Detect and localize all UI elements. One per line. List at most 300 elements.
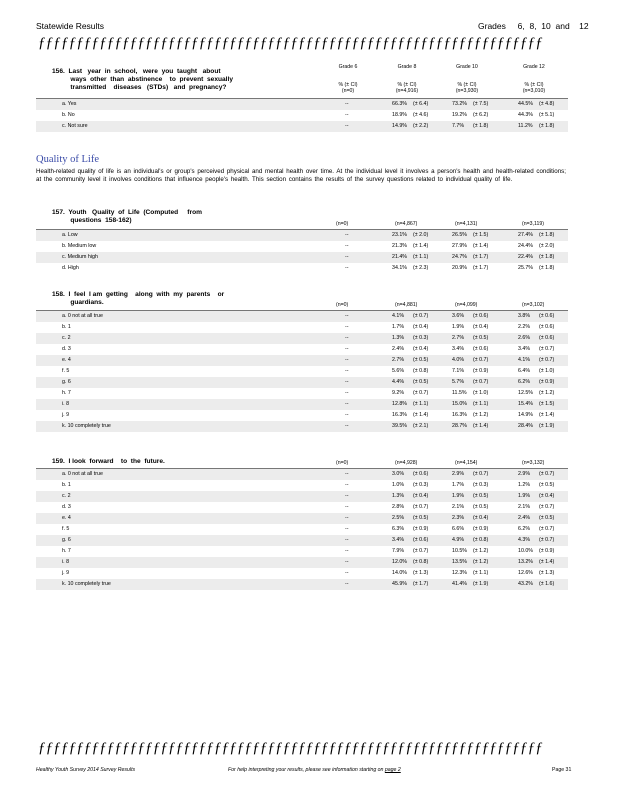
percent-value: 3.4% — [392, 537, 405, 543]
percent-value: 2.5% — [392, 515, 405, 521]
percent-value: 1.9% — [452, 324, 465, 330]
confidence-interval: (± 1.2) — [539, 390, 555, 396]
sample-size-label: (n=4,154) — [455, 460, 478, 466]
table-row — [36, 513, 568, 524]
question-156-title: 156. Last year in school, were you taught about ways other than abstinence to prevent sexually transmitted diseases (STDs) and pregnancy? — [52, 68, 234, 91]
confidence-interval: (± 0.7) — [539, 537, 555, 543]
percent-value: 2.4% — [392, 346, 405, 352]
grade-6-value: -- — [345, 471, 349, 477]
sample-size-row — [36, 459, 568, 469]
ci-label: % (± CI) — [338, 82, 358, 88]
confidence-interval: (± 0.5) — [539, 482, 555, 488]
percent-value: 73.2% — [452, 101, 468, 107]
ci-label: % (± CI) — [397, 82, 417, 88]
confidence-interval: (± 1.1) — [473, 570, 489, 576]
footer-survey-name: Healthy Youth Survey 2014 Survey Results — [36, 767, 136, 773]
confidence-interval: (± 1.8) — [539, 265, 555, 271]
response-label: k. 10 completely true — [62, 581, 111, 587]
confidence-interval: (± 5.1) — [539, 112, 555, 118]
confidence-interval: (± 0.9) — [473, 526, 489, 532]
confidence-interval: (± 1.4) — [473, 243, 489, 249]
grade-6-value: -- — [345, 570, 349, 576]
table-row — [36, 399, 568, 410]
percent-value: 27.4% — [518, 232, 534, 238]
response-label: c. Not sure — [62, 123, 88, 129]
response-label: b. 1 — [62, 482, 71, 488]
confidence-interval: (± 0.6) — [413, 537, 429, 543]
confidence-interval: (± 1.6) — [539, 581, 555, 587]
grade-name: Grade 12 — [523, 64, 545, 70]
percent-value: 7.1% — [452, 368, 465, 374]
sample-size-label: (n=0) — [336, 302, 349, 308]
confidence-interval: (± 1.1) — [473, 401, 489, 407]
response-label: g. 6 — [62, 537, 71, 543]
table-row — [36, 579, 568, 590]
confidence-interval: (± 0.8) — [413, 559, 429, 565]
sample-size-label: (n=4,867) — [395, 221, 418, 227]
grade-6-value: -- — [345, 537, 349, 543]
percent-value: 5.7% — [452, 379, 465, 385]
confidence-interval: (± 0.5) — [473, 335, 489, 341]
confidence-interval: (± 0.3) — [413, 335, 429, 341]
confidence-interval: (± 1.4) — [473, 423, 489, 429]
confidence-interval: (± 0.4) — [473, 324, 489, 330]
percent-value: 28.7% — [452, 423, 468, 429]
confidence-interval: (± 1.9) — [473, 581, 489, 587]
percent-value: 27.9% — [452, 243, 468, 249]
percent-value: 18.9% — [392, 112, 408, 118]
response-label: i. 8 — [62, 401, 70, 407]
grade-6-value: -- — [345, 423, 349, 429]
decorative-rule-top: ƒƒƒƒƒƒƒƒƒƒƒƒƒƒƒƒƒƒƒƒƒƒƒƒƒƒƒƒƒƒƒƒƒƒƒƒƒƒƒƒƒƒƒƒƒƒƒƒƒƒƒƒƒƒƒƒƒƒƒƒƒƒƒƒƒƒ — [38, 35, 543, 51]
percent-value: 2.7% — [452, 335, 465, 341]
grade-column-header — [442, 64, 492, 94]
confidence-interval: (± 0.9) — [539, 548, 555, 554]
percent-value: 21.3% — [392, 243, 408, 249]
percent-value: 1.3% — [392, 335, 405, 341]
response-label: f. 5 — [62, 368, 70, 374]
percent-value: 1.7% — [392, 324, 405, 330]
confidence-interval: (± 1.4) — [413, 243, 429, 249]
grade-6-value: -- — [345, 368, 349, 374]
confidence-interval: (± 0.6) — [539, 313, 555, 319]
response-label: d. 3 — [62, 346, 71, 352]
percent-value: 12.5% — [518, 390, 534, 396]
percent-value: 2.2% — [518, 324, 531, 330]
confidence-interval: (± 0.5) — [473, 504, 489, 510]
response-label: e. 4 — [62, 357, 71, 363]
percent-value: 4.1% — [392, 313, 405, 319]
percent-value: 11.5% — [452, 390, 467, 396]
percent-value: 2.6% — [518, 335, 531, 341]
table-row — [36, 311, 568, 322]
percent-value: 3.4% — [452, 346, 465, 352]
confidence-interval: (± 0.6) — [473, 346, 489, 352]
confidence-interval: (± 0.4) — [539, 493, 555, 499]
percent-value: 14.9% — [518, 412, 534, 418]
percent-value: 2.8% — [392, 504, 405, 510]
table-row — [36, 344, 568, 355]
grade-6-value: -- — [345, 101, 349, 107]
confidence-interval: (± 0.5) — [413, 379, 429, 385]
sample-size-label: (n=3,930) — [455, 88, 479, 94]
response-label: a. 0 not at all true — [62, 313, 103, 319]
response-label: c. 2 — [62, 493, 71, 499]
table-row — [36, 377, 568, 388]
percent-value: 34.1% — [392, 265, 408, 271]
confidence-interval: (± 0.4) — [413, 324, 429, 330]
table-row — [36, 333, 568, 344]
confidence-interval: (± 0.9) — [473, 368, 489, 374]
response-label: a. Low — [62, 232, 78, 238]
confidence-interval: (± 0.7) — [473, 357, 489, 363]
grade-6-value: -- — [345, 324, 349, 330]
grade-column-header — [323, 64, 373, 94]
confidence-interval: (± 1.2) — [473, 559, 489, 565]
percent-value: 19.2% — [452, 112, 468, 118]
grade-column-header — [382, 64, 432, 94]
grade-column-header — [509, 64, 559, 94]
table-row — [36, 546, 568, 557]
confidence-interval: (± 1.8) — [473, 123, 489, 129]
confidence-interval: (± 0.5) — [539, 515, 555, 521]
percent-value: 16.3% — [392, 412, 408, 418]
confidence-interval: (± 0.7) — [413, 390, 429, 396]
percent-value: 13.2% — [518, 559, 534, 565]
percent-value: 2.1% — [452, 504, 465, 510]
sample-size-label: (n=3,132) — [522, 460, 545, 466]
footer-help-text-label: For help interpreting your results, please see information starting on — [228, 767, 385, 773]
confidence-interval: (± 2.0) — [413, 232, 429, 238]
confidence-interval: (± 0.5) — [413, 515, 429, 521]
percent-value: 43.2% — [518, 581, 534, 587]
confidence-interval: (± 0.7) — [539, 471, 555, 477]
ci-label: % (± CI) — [457, 82, 477, 88]
response-label: b. No — [62, 112, 75, 118]
sample-size-row — [36, 301, 568, 311]
percent-value: 3.8% — [518, 313, 531, 319]
confidence-interval: (± 1.1) — [413, 254, 429, 260]
percent-value: 20.9% — [452, 265, 468, 271]
confidence-interval: (± 1.2) — [473, 412, 489, 418]
response-label: f. 5 — [62, 526, 70, 532]
percent-value: 24.4% — [518, 243, 534, 249]
sample-size-label: (n=3,102) — [522, 302, 545, 308]
grade-name: Grade 10 — [456, 64, 478, 70]
percent-value: 26.5% — [452, 232, 468, 238]
percent-value: 4.9% — [452, 537, 465, 543]
grade-name: Grade 8 — [397, 64, 417, 70]
percent-value: 66.3% — [392, 101, 408, 107]
percent-value: 44.5% — [518, 101, 534, 107]
percent-value: 3.6% — [452, 313, 465, 319]
header-right: Grades 6, 8, 10 and 12 — [478, 21, 589, 31]
percent-value: 22.4% — [518, 254, 534, 260]
confidence-interval: (± 1.9) — [539, 423, 555, 429]
table-row — [36, 568, 568, 579]
table-row — [36, 410, 568, 421]
response-label: b. Medium low — [62, 243, 97, 249]
sample-size-label: (n=3,119) — [522, 221, 544, 227]
confidence-interval: (± 0.8) — [413, 368, 429, 374]
grade-6-value: -- — [345, 254, 349, 260]
percent-value: 13.5% — [452, 559, 468, 565]
grade-6-value: -- — [345, 313, 349, 319]
response-label: c. Medium high — [62, 254, 98, 260]
percent-value: 2.1% — [518, 504, 531, 510]
response-label: j. 9 — [62, 570, 70, 576]
decorative-rule-bottom: ƒƒƒƒƒƒƒƒƒƒƒƒƒƒƒƒƒƒƒƒƒƒƒƒƒƒƒƒƒƒƒƒƒƒƒƒƒƒƒƒƒƒƒƒƒƒƒƒƒƒƒƒƒƒƒƒƒƒƒƒƒƒƒƒƒƒ — [38, 740, 543, 756]
confidence-interval: (± 6.2) — [473, 112, 489, 118]
confidence-interval: (± 0.5) — [413, 357, 429, 363]
response-label: g. 6 — [62, 379, 71, 385]
percent-value: 1.3% — [392, 493, 405, 499]
table-row — [36, 480, 568, 491]
response-label: d. 3 — [62, 504, 71, 510]
percent-value: 2.4% — [518, 515, 531, 521]
sample-size-row — [36, 220, 568, 230]
percent-value: 6.2% — [518, 526, 531, 532]
grade-6-value: -- — [345, 581, 349, 587]
percent-value: 6.2% — [518, 379, 531, 385]
confidence-interval: (± 0.3) — [473, 482, 489, 488]
percent-value: 11.2% — [518, 123, 533, 129]
confidence-interval: (± 4.6) — [413, 112, 429, 118]
confidence-interval: (± 0.7) — [539, 357, 555, 363]
percent-value: 24.7% — [452, 254, 468, 260]
percent-value: 4.1% — [518, 357, 531, 363]
percent-value: 15.4% — [518, 401, 534, 407]
confidence-interval: (± 0.8) — [473, 537, 489, 543]
section-intro-paragraph: Health-related quality of life is an individual's or group's perceived physical and mental health over time. At the individual level it involves a person's health and health-related conditions; at the community level it involves conditions that influence people's health. This section contains the results of the survey questions related to individual quality of life. — [36, 168, 566, 183]
percent-value: 2.9% — [518, 471, 531, 477]
percent-value: 1.9% — [518, 493, 531, 499]
response-label: c. 2 — [62, 335, 71, 341]
confidence-interval: (± 0.4) — [413, 346, 429, 352]
percent-value: 3.4% — [518, 346, 531, 352]
percent-value: 21.4% — [392, 254, 408, 260]
confidence-interval: (± 2.2) — [413, 123, 429, 129]
confidence-interval: (± 2.1) — [413, 423, 429, 429]
response-label: h. 7 — [62, 390, 71, 396]
percent-value: 1.2% — [518, 482, 531, 488]
percent-value: 28.4% — [518, 423, 534, 429]
percent-value: 4.4% — [392, 379, 405, 385]
response-label: a. Yes — [62, 101, 77, 107]
table-row — [36, 502, 568, 513]
table-row — [36, 252, 568, 263]
grade-6-value: -- — [345, 526, 349, 532]
grade-6-value: -- — [345, 265, 349, 271]
header-left: Statewide Results — [36, 21, 105, 31]
confidence-interval: (± 4.8) — [539, 101, 555, 107]
confidence-interval: (± 0.7) — [413, 548, 429, 554]
percent-value: 2.7% — [392, 357, 405, 363]
confidence-interval: (± 1.7) — [413, 581, 429, 587]
confidence-interval: (± 2.0) — [539, 243, 555, 249]
percent-value: 44.3% — [518, 112, 534, 118]
section-title-quality-of-life: Quality of Life — [36, 154, 99, 165]
confidence-interval: (± 7.5) — [473, 101, 489, 107]
percent-value: 1.9% — [452, 493, 465, 499]
confidence-interval: (± 0.7) — [413, 313, 429, 319]
response-label: a. 0 not at all true — [62, 471, 103, 477]
confidence-interval: (± 0.7) — [539, 526, 555, 532]
confidence-interval: (± 0.7) — [473, 471, 489, 477]
question-157-title: 157. Youth Quality of Life (Computed from questions 158-162) — [52, 209, 202, 224]
response-label: d. High — [62, 265, 79, 271]
confidence-interval: (± 1.4) — [539, 559, 555, 565]
response-label: k. 10 completely true — [62, 423, 111, 429]
percent-value: 1.7% — [452, 482, 465, 488]
confidence-interval: (± 1.2) — [473, 548, 489, 554]
table-row — [36, 469, 568, 480]
grade-6-value: -- — [345, 412, 349, 418]
confidence-interval: (± 1.3) — [539, 570, 555, 576]
grade-6-value: -- — [345, 112, 349, 118]
sample-size-label: (n=0) — [336, 460, 349, 466]
percent-value: 12.6% — [518, 570, 534, 576]
confidence-interval: (± 1.8) — [539, 254, 555, 260]
confidence-interval: (± 1.4) — [539, 412, 555, 418]
table-row — [36, 366, 568, 377]
grade-6-value: -- — [345, 504, 349, 510]
grade-6-value: -- — [345, 243, 349, 249]
grade-6-value: -- — [345, 515, 349, 521]
table-row — [36, 535, 568, 546]
response-label: i. 8 — [62, 559, 70, 565]
confidence-interval: (± 0.4) — [473, 515, 489, 521]
grade-6-value: -- — [345, 482, 349, 488]
sample-size-label: (n=4,131) — [455, 221, 478, 227]
percent-value: 14.9% — [392, 123, 408, 129]
percent-value: 4.0% — [452, 357, 465, 363]
percent-value: 2.3% — [452, 515, 465, 521]
grade-6-value: -- — [345, 493, 349, 499]
percent-value: 6.6% — [452, 526, 465, 532]
percent-value: 39.5% — [392, 423, 408, 429]
sample-size-label: (n=4,928) — [395, 460, 418, 466]
table-row — [36, 121, 568, 132]
grade-6-value: -- — [345, 401, 349, 407]
percent-value: 12.8% — [392, 401, 408, 407]
sample-size-label: (n=3,010) — [522, 88, 546, 94]
response-label: j. 9 — [62, 412, 70, 418]
percent-value: 2.9% — [452, 471, 465, 477]
confidence-interval: (± 1.0) — [539, 368, 555, 374]
table-row — [36, 524, 568, 535]
percent-value: 45.9% — [392, 581, 408, 587]
confidence-interval: (± 2.3) — [413, 265, 429, 271]
percent-value: 12.3% — [452, 570, 468, 576]
percent-value: 1.0% — [392, 482, 405, 488]
percent-value: 9.2% — [392, 390, 405, 396]
percent-value: 12.0% — [392, 559, 408, 565]
confidence-interval: (± 0.6) — [539, 335, 555, 341]
question-158-title: 158. I feel I am getting along with my parents or guardians. — [52, 291, 225, 306]
percent-value: 25.7% — [518, 265, 534, 271]
percent-value: 15.0% — [452, 401, 468, 407]
grade-6-value: -- — [345, 548, 349, 554]
response-label: e. 4 — [62, 515, 71, 521]
footer-page-link[interactable]: page 2 — [384, 767, 401, 773]
confidence-interval: (± 1.1) — [413, 401, 429, 407]
confidence-interval: (± 0.6) — [473, 313, 489, 319]
confidence-interval: (± 0.5) — [473, 493, 489, 499]
response-label: b. 1 — [62, 324, 71, 330]
percent-value: 4.3% — [518, 537, 531, 543]
grade-6-value: -- — [345, 559, 349, 565]
table-row — [36, 421, 568, 432]
percent-value: 10.0% — [518, 548, 534, 554]
confidence-interval: (± 1.7) — [473, 265, 489, 271]
confidence-interval: (± 0.9) — [539, 379, 555, 385]
footer-help-text — [228, 767, 401, 773]
confidence-interval: (± 1.5) — [473, 232, 489, 238]
table-row — [36, 230, 568, 241]
confidence-interval: (± 0.9) — [413, 526, 429, 532]
percent-value: 6.3% — [392, 526, 405, 532]
confidence-interval: (± 1.3) — [413, 570, 429, 576]
footer-page-number: Page 31 — [552, 767, 572, 773]
table-row — [36, 557, 568, 568]
ci-label: % (± CI) — [524, 82, 544, 88]
grade-6-value: -- — [345, 379, 349, 385]
sample-size-label: (n=4,881) — [395, 302, 418, 308]
percent-value: 7.9% — [392, 548, 405, 554]
sample-size-label: (n=4,916) — [395, 88, 419, 94]
confidence-interval: (± 0.4) — [413, 493, 429, 499]
grade-6-value: -- — [345, 357, 349, 363]
table-row — [36, 355, 568, 366]
confidence-interval: (± 0.6) — [413, 471, 429, 477]
confidence-interval: (± 1.5) — [539, 401, 555, 407]
sample-size-label: (n=0) — [341, 88, 355, 94]
percent-value: 10.5% — [452, 548, 468, 554]
table-row — [36, 99, 568, 110]
confidence-interval: (± 0.7) — [539, 346, 555, 352]
confidence-interval: (± 0.7) — [539, 504, 555, 510]
grade-6-value: -- — [345, 335, 349, 341]
confidence-interval: (± 1.0) — [473, 390, 489, 396]
confidence-interval: (± 1.4) — [413, 412, 429, 418]
confidence-interval: (± 6.4) — [413, 101, 429, 107]
confidence-interval: (± 0.7) — [413, 504, 429, 510]
confidence-interval: (± 0.3) — [413, 482, 429, 488]
percent-value: 14.0% — [392, 570, 408, 576]
confidence-interval: (± 0.7) — [473, 379, 489, 385]
table-row — [36, 110, 568, 121]
response-label: h. 7 — [62, 548, 71, 554]
question-159-title: 159. I look forward to the future. — [52, 458, 165, 465]
percent-value: 7.7% — [452, 123, 465, 129]
confidence-interval: (± 0.6) — [539, 324, 555, 330]
grade-6-value: -- — [345, 390, 349, 396]
table-row — [36, 388, 568, 399]
grade-6-value: -- — [345, 232, 349, 238]
table-row — [36, 491, 568, 502]
table-row — [36, 241, 568, 252]
table-row — [36, 263, 568, 274]
percent-value: 6.4% — [518, 368, 531, 374]
percent-value: 3.0% — [392, 471, 405, 477]
grade-6-value: -- — [345, 123, 349, 129]
sample-size-label: (n=0) — [336, 221, 349, 227]
grade-name: Grade 6 — [338, 64, 358, 70]
percent-value: 23.1% — [392, 232, 408, 238]
confidence-interval: (± 1.8) — [539, 123, 555, 129]
table-row — [36, 322, 568, 333]
